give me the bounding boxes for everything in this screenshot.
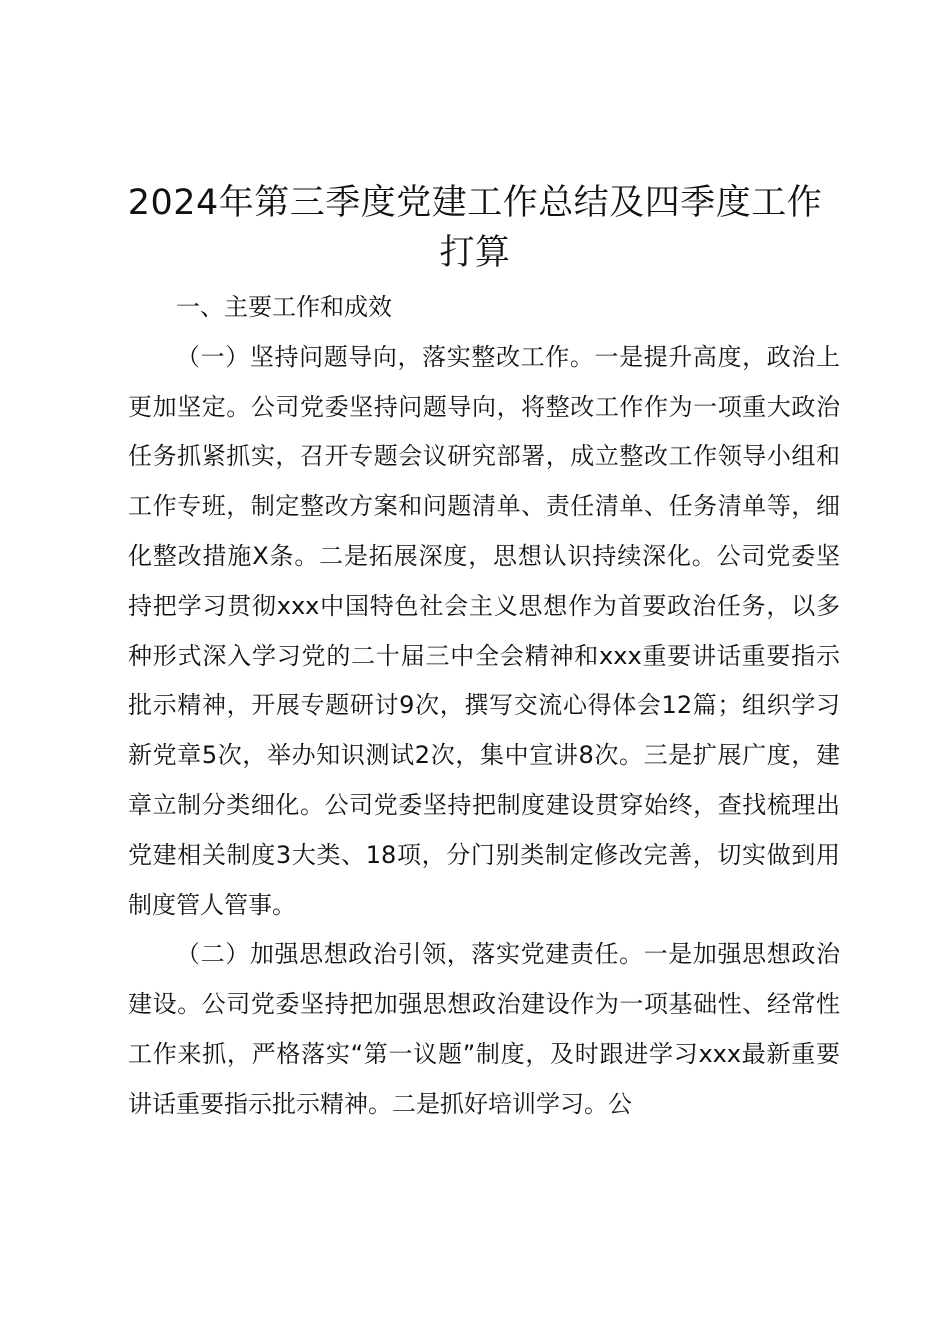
document-body [128,283,840,1130]
paragraph: （一）坚持问题导向，落实整改工作。一是提升高度，政治上更加坚定。公司党委坚持问题导向，将整改工作作为一项重大政治任务抓紧抓实，召开专题会议研究部署，成立整改工作领导小组和工作专班，制定整改方案和问题清单、责任清单、任务清单等，细化整改措施X条。二是拓展深度，思想认识持续深化。公司党委坚持把学习贯彻xxx中国特色社会主义思想作为首要政治任务，以多种形式深入学习党的二十届三中全会精神和xxx重要讲话重要指示批示精神，开展专题研讨9次，撰写交流心得体会12篇；组织学习新党章5次，举办知识测试2次，集中宣讲8次。三是扩展广度，建章立制分类细化。公司党委坚持把制度建设贯穿始终，查找梳理出党建相关制度3大类、18项，分门别类制定修改完善，切实做到用制度管人管事。 [128,342,840,919]
document-title: 2024年第三季度党建工作总结及四季度工作打算 [127,183,823,273]
section-heading: 一、主要工作和成效 [176,293,392,321]
paragraph: （二）加强思想政治引领，落实党建责任。一是加强思想政治建设。公司党委坚持把加强思想政治建设作为一项基础性、经常性工作来抓，严格落实“第一议题”制度，及时跟进学习xxx最新重要讲话重要指示批示精神。二是抓好培训学习。公 [128,940,840,1118]
